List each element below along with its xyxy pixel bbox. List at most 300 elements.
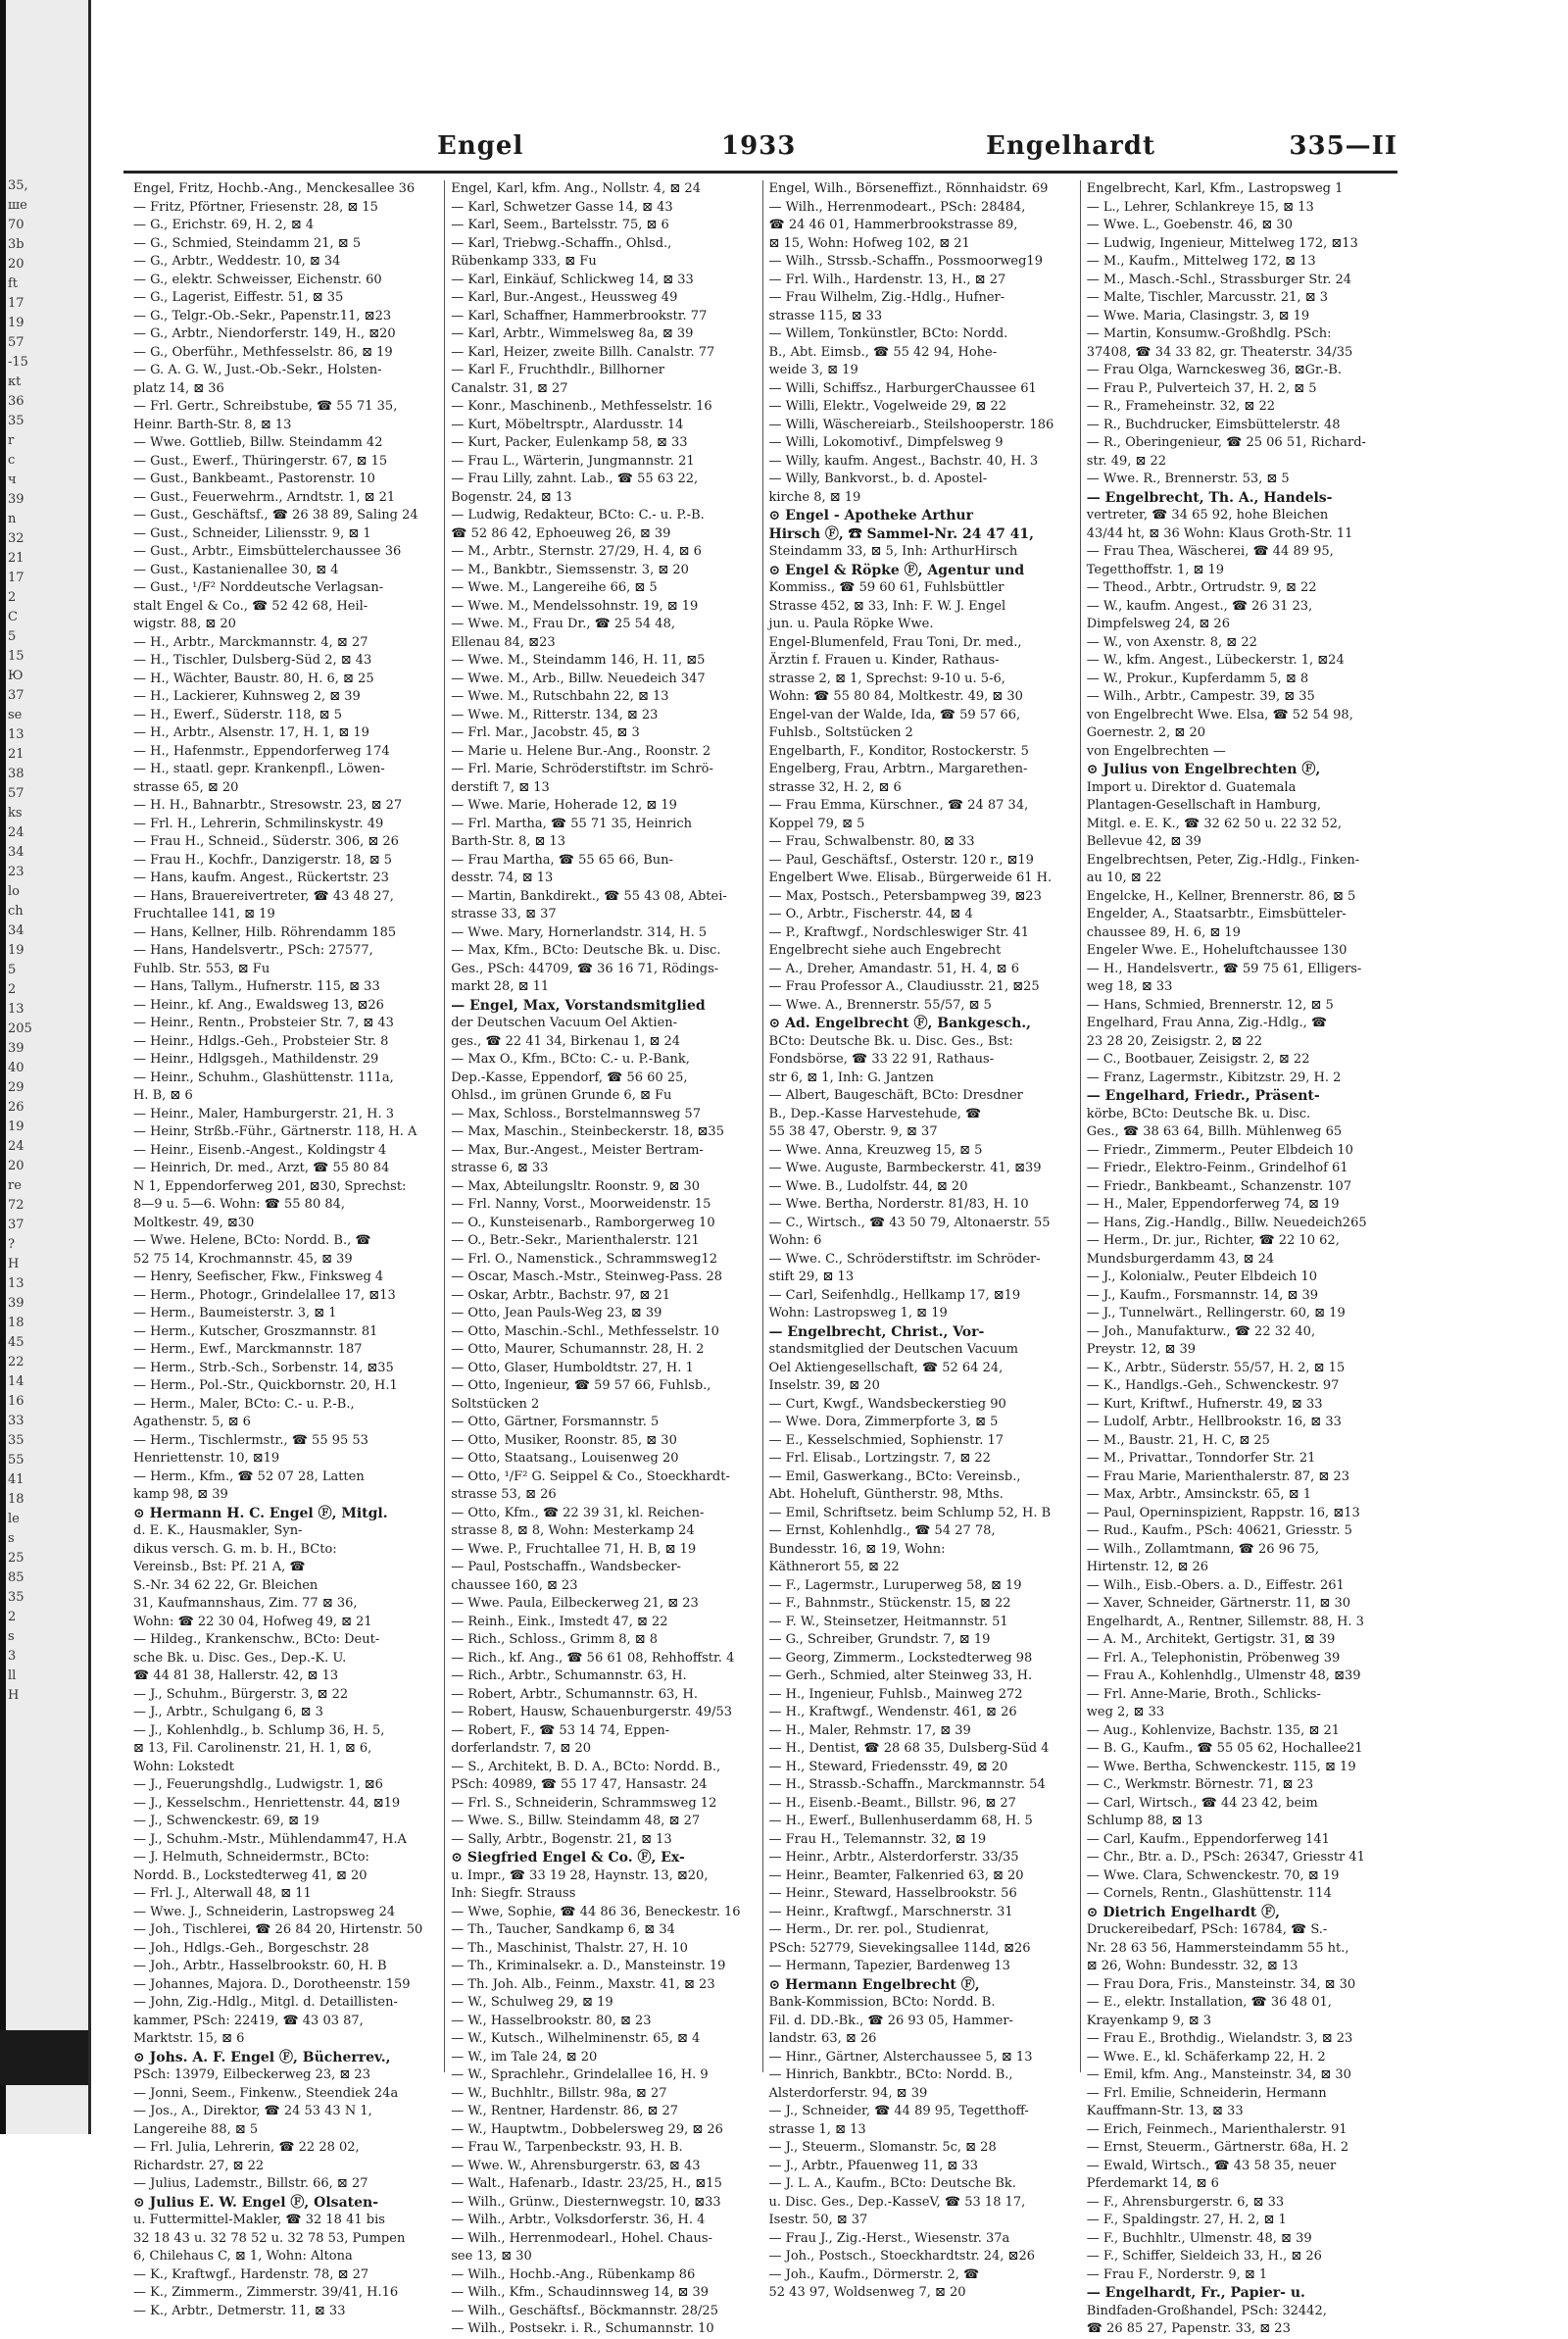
directory-entry: — Friedr., Elektro-Feinm., Grindelhof 61 — [1086, 1161, 1348, 1175]
directory-entry: — Max, Schloss., Borstelmannsweg 57 — [451, 1106, 701, 1121]
directory-entry: — Otto, Kfm., ☎ 22 39 31, kl. Reichen- — [451, 1505, 705, 1520]
directory-entry: — O., Kunsteisenarb., Ramborgerweg 10 — [451, 1215, 715, 1230]
directory-entry: — J., Schneider, ☎ 44 89 95, Tegetthoff- — [768, 2104, 1029, 2118]
edge-fragment: ll — [8, 1668, 17, 1683]
directory-entry: str. 49, ⊠ 22 — [1086, 453, 1167, 469]
directory-entry: Engelbert Wwe. Elisab., Bürgerweide 61 H. — [768, 871, 1053, 885]
directory-entry: — Friedr., Bankbeamt., Schanzenstr. 107 — [1086, 1178, 1352, 1194]
directory-entry: — Hans, Kellner, Hilb. Röhrendamm 185 — [133, 924, 397, 940]
directory-entry: ⊙ Siegfried Engel & Co. Ⓕ, Ex- — [451, 1850, 685, 1866]
directory-entry: — Otto, Jean Pauls-Weg 23, ⊠ 39 — [451, 1306, 662, 1320]
directory-entry: — Ernst, Kohlenhdlg., ☎ 54 27 78, — [768, 1523, 996, 1538]
directory-entry: — W., Hauptwtm., Dobbelersweg 29, ⊠ 26 — [451, 2121, 723, 2137]
directory-entry: — Max, Postsch., Petersbampweg 39, ⊠23 — [768, 888, 1042, 904]
directory-entry: — Karl, Schaffner, Hammerbrookstr. 77 — [451, 308, 708, 323]
directory-entry: — Engelbrecht, Th. A., Handels- — [1086, 489, 1333, 506]
directory-entry: — H., staatl. gepr. Krankenpfl., Löwen- — [133, 762, 385, 776]
directory-entry: Inh: Siegfr. Strauss — [451, 1886, 576, 1901]
edge-fragment: 16 — [8, 1394, 24, 1409]
directory-entry: see 13, ⊠ 30 — [451, 2249, 532, 2264]
edge-fragment: 13 — [8, 1002, 24, 1017]
directory-entry: 8—9 u. 5—6. Wohn: ☎ 55 80 84, — [133, 1197, 346, 1212]
directory-entry: — E., elektr. Installation, ☎ 36 48 01, — [1086, 1995, 1332, 2010]
directory-entry: Engel, Wilh., Börseneffizt., Rönnhaidstr. 69 — [768, 181, 1049, 196]
directory-entry: — Wwe. M., Rutschbahn 22, ⊠ 13 — [451, 689, 669, 704]
directory-entry: — Aug., Kohlenvize, Bachstr. 135, ⊠ 21 — [1086, 1722, 1341, 1738]
edge-fragment: 22 — [8, 1355, 24, 1369]
page-number: 335—II — [1289, 131, 1397, 161]
edge-fragment: 13 — [8, 727, 24, 742]
directory-entry: — Frl. Elisab., Lortzingstr. 7, ⊠ 22 — [768, 1451, 991, 1466]
directory-entry: Mitgl. e. E. K., ☎ 32 62 50 u. 22 32 52, — [1086, 816, 1343, 831]
directory-entry: — J., Feuerungshdlg., Ludwigstr. 1, ⊠6 — [133, 1777, 383, 1792]
directory-entry: — Karl, Heizer, zweite Billh. Canalstr. 77 — [451, 344, 715, 360]
directory-entry: ☎ 26 85 27, Papenstr. 33, ⊠ 23 — [1086, 2321, 1291, 2336]
edge-fragment: c — [8, 453, 16, 468]
edge-fragment: 17 — [8, 296, 24, 311]
edge-fragment: 24 — [8, 1139, 24, 1154]
directory-entry: — M., Baustr. 21, H. C, ⊠ 25 — [1086, 1432, 1270, 1448]
directory-entry: — Rud., Kaufm., PSch: 40621, Griesstr. 5 — [1086, 1523, 1352, 1538]
directory-entry: — Max, Kfm., BCto: Deutsche Bk. u. Disc. — [451, 943, 721, 958]
directory-entry: — Joh., Tischlerei, ☎ 26 84 20, Hirtenstr. 50 — [133, 1922, 423, 1937]
directory-entry: — Frl. Nanny, Vorst., Moorweidenstr. 15 — [451, 1197, 711, 1212]
directory-entry: — K., Arbtr., Detmerstr. 11, ⊠ 33 — [133, 2303, 346, 2318]
directory-entry: — F., Lagermstr., Luruperweg 58, ⊠ 19 — [768, 1577, 1022, 1593]
directory-entry: — Reinh., Eink., Imstedt 47, ⊠ 22 — [451, 1614, 668, 1629]
directory-entry: strasse 2, ⊠ 1, Sprechst: 9-10 u. 5-6, — [768, 671, 1005, 686]
header-left-keyword: Engel — [437, 131, 524, 161]
directory-entry: Moltkestr. 49, ⊠30 — [133, 1215, 255, 1230]
directory-entry: Engelcke, H., Kellner, Brennerstr. 86, ⊠ 5 — [1086, 888, 1356, 904]
directory-entry: — Wwe. E., kl. Schäferkamp 22, H. 2 — [1086, 2049, 1326, 2065]
directory-entry: — Heinr., Steward, Hasselbrookstr. 56 — [768, 1886, 1017, 1901]
directory-entry: — Frl. Mar., Jacobstr. 45, ⊠ 3 — [451, 725, 640, 740]
directory-entry: — Gust., Arbtr., Eimsbüttelerchaussee 36 — [133, 544, 402, 559]
directory-entry: — Hans, Schmied, Brennerstr. 12, ⊠ 5 — [1086, 997, 1334, 1013]
directory-entry: — Rich., Schloss., Grimm 8, ⊠ 8 — [451, 1632, 659, 1647]
directory-entry: — Heinr., Kraftwgf., Marschnerstr. 31 — [768, 1904, 1013, 1919]
edge-fragment: 40 — [8, 1061, 24, 1075]
directory-entry: — Max, Arbtr., Amsinckstr. 65, ⊠ 1 — [1086, 1487, 1311, 1502]
directory-entry: — Wwe. W., Ahrensburgerstr. 63, ⊠ 43 — [451, 2158, 701, 2173]
directory-entry: Abt. Hoheluft, Güntherstr. 98, Mths. — [768, 1487, 1004, 1502]
directory-entry: — Frl. Anne-Marie, Broth., Schlicks- — [1086, 1686, 1321, 1702]
directory-entry: Engel, Karl, kfm. Ang., Nollstr. 4, ⊠ 24 — [451, 181, 701, 196]
edge-fragment: 2 — [8, 1610, 17, 1624]
directory-entry: — H. H., Bahnarbtr., Stresowstr. 23, ⊠ 27 — [133, 798, 403, 813]
directory-entry: standsmitglied der Deutschen Vacuum — [768, 1342, 1018, 1357]
directory-entry: — Frl. H., Lehrerin, Schmilinskystr. 49 — [133, 816, 384, 831]
directory-entry: — Rich., Arbtr., Schumannstr. 63, H. — [451, 1668, 687, 1683]
directory-entry: — G., Arbtr., Weddestr. 10, ⊠ 34 — [133, 254, 341, 269]
directory-entry: — Max, Bur.-Angest., Meister Bertram- — [451, 1142, 704, 1158]
directory-entry: dikus versch. G. m. b. H., BCto: — [133, 1541, 337, 1557]
directory-entry: — Herm., Kfm., ☎ 52 07 28, Latten — [133, 1468, 365, 1484]
directory-entry: chaussee 160, ⊠ 23 — [451, 1577, 578, 1593]
directory-entry: — Robert, Hausw, Schauenburgerstr. 49/53 — [451, 1705, 732, 1719]
directory-entry: — Gust., Kastanienallee 30, ⊠ 4 — [133, 562, 339, 577]
directory-entry: — H., Wächter, Baustr. 80, H. 6, ⊠ 25 — [133, 671, 374, 686]
directory-entry: Wohn: Lokstedt — [133, 1759, 235, 1774]
directory-entry: — Willi, Wäschereiarb., Steilshooperstr. 186 — [768, 417, 1054, 432]
directory-entry: — O., Arbtr., Fischerstr. 44, ⊠ 4 — [768, 907, 973, 921]
directory-entry: — Karl F., Fruchthdlr., Billhorner — [451, 363, 664, 377]
directory-entry: Ellenau 84, ⊠23 — [451, 634, 556, 650]
edge-fragment: 57 — [8, 786, 24, 801]
directory-entry: — Malte, Tischler, Marcusstr. 21, ⊠ 3 — [1086, 290, 1328, 305]
directory-entry: weide 3, ⊠ 19 — [768, 363, 858, 377]
directory-entry: ☎ 52 86 42, Ephoeuweg 26, ⊠ 39 — [451, 525, 671, 541]
directory-entry: — Albert, Baugeschäft, BCto: Dresdner — [768, 1088, 1023, 1103]
directory-entry: — G., Oberführ., Methfesselstr. 86, ⊠ 19 — [133, 344, 393, 360]
directory-entry: — G., Schmied, Steindamm 21, ⊠ 5 — [133, 235, 362, 251]
directory-entry: Engel, Fritz, Hochb.-Ang., Menckesallee 36 — [133, 181, 416, 196]
directory-entry: — Otto, Maschin.-Schl., Methfesselstr. 10 — [451, 1323, 719, 1339]
directory-entry: Fil. d. DD.-Bk., ☎ 26 93 05, Hammer- — [768, 2013, 1013, 2028]
directory-entry: — Franz, Lagermstr., Kibitzstr. 29, H. 2 — [1086, 1070, 1342, 1085]
directory-entry: ⊙ Engel & Röpke Ⓕ, Agentur und — [768, 562, 1025, 578]
directory-entry: — Karl, Einkäuf, Schlickweg 14, ⊠ 33 — [451, 272, 694, 287]
directory-entry: — W., Schulweg 29, ⊠ 19 — [451, 1995, 613, 2010]
directory-entry: 31, Kaufmannshaus, Zim. 77 ⊠ 36, — [133, 1596, 358, 1611]
directory-entry: ⊙ Dietrich Engelhardt Ⓕ, — [1086, 1904, 1280, 1920]
page-header — [123, 125, 1397, 174]
edge-fragment: ше — [8, 198, 27, 213]
edge-fragment: C — [8, 610, 18, 624]
directory-entry: 52 75 14, Krochmannstr. 45, ⊠ 39 — [133, 1251, 353, 1267]
directory-entry: — F. W., Steinsetzer, Heitmannstr. 51 — [768, 1614, 1008, 1629]
directory-entry: — Frau F., Norderstr. 9, ⊠ 1 — [1086, 2266, 1268, 2282]
directory-entry: Barth-Str. 8, ⊠ 13 — [451, 834, 566, 849]
directory-entry: — H., Hafenmstr., Eppendorferweg 174 — [133, 743, 390, 759]
directory-entry: — G., elektr. Schweisser, Eichenstr. 60 — [133, 272, 382, 287]
directory-entry: — Hans, Zig.-Handlg., Billw. Neuedeich265 — [1086, 1215, 1367, 1230]
directory-entry: — Rich., kf. Ang., ☎ 56 61 08, Rehhoffstr. 4 — [451, 1650, 735, 1666]
directory-entry: — H., Ingenieur, Fuhlsb., Mainweg 272 — [768, 1686, 1023, 1702]
directory-entry: — C., Wirtsch., ☎ 43 50 79, Altonaerstr. 55 — [768, 1215, 1051, 1230]
directory-entry: — Theod., Arbtr., Ortrudstr. 9, ⊠ 22 — [1086, 580, 1317, 595]
directory-entry: Wohn: ☎ 55 80 84, Moltkestr. 49, ⊠ 30 — [768, 689, 1023, 704]
directory-entry: — S., Architekt, B. D. A., BCto: Nordd. B., — [451, 1759, 721, 1774]
directory-entry: — Heinr., Schuhm., Glashüttenstr. 111a, — [133, 1070, 394, 1085]
edge-fragment: 36 — [8, 394, 24, 409]
directory-entry: — Carl, Seifenhdlg., Hellkamp 17, ⊠19 — [768, 1287, 1021, 1303]
directory-entry: chaussee 89, H. 6, ⊠ 19 — [1086, 924, 1241, 940]
directory-entry: Plantagen-Gesellschaft in Hamburg, — [1086, 798, 1321, 813]
directory-entry: — Paul, Operninspizient, Rappstr. 16, ⊠13 — [1086, 1505, 1360, 1520]
directory-entry: — H., Handelsvertr., ☎ 59 75 61, Elligers- — [1086, 961, 1362, 976]
edge-fragment: 21 — [8, 747, 24, 762]
directory-entry: — Robert, Arbtr., Schumannstr. 63, H. — [451, 1686, 699, 1702]
directory-entry: — Frau, Schwalbenstr. 80, ⊠ 33 — [768, 834, 975, 849]
directory-entry: — K., Zimmerm., Zimmerstr. 39/41, H.16 — [133, 2285, 399, 2300]
directory-entry: — Wilh., Zollamtmann, ☎ 26 96 75, — [1086, 1541, 1320, 1557]
directory-entry: strasse 6, ⊠ 33 — [451, 1161, 549, 1175]
directory-entry: — Max, Abteilungsltr. Roonstr. 9, ⊠ 30 — [451, 1178, 701, 1194]
directory-entry: ⊙ Julius E. W. Engel Ⓕ, Olsaten- — [133, 2194, 379, 2211]
directory-entry: — Herm., Kutscher, Groszmannstr. 81 — [133, 1323, 378, 1339]
directory-entry: Agathenstr. 5, ⊠ 6 — [133, 1415, 251, 1429]
directory-entry: N 1, Eppendorferweg 201, ⊠30, Sprechst: — [133, 1178, 407, 1194]
directory-entry: — R., Frameheinstr. 32, ⊠ 22 — [1086, 399, 1275, 414]
directory-entry: — Kurt, Kriftwf., Hufnerstr. 49, ⊠ 33 — [1086, 1396, 1323, 1412]
directory-entry: — Frau H., Schneid., Süderstr. 306, ⊠ 26 — [133, 834, 399, 849]
directory-entry: strasse 65, ⊠ 20 — [133, 779, 239, 795]
directory-entry: — Wwe. Marie, Hoherade 12, ⊠ 19 — [451, 798, 677, 813]
header-right-keyword: Engelhardt — [986, 131, 1155, 161]
directory-entry: — Heinr., Beamter, Falkenried 63, ⊠ 20 — [768, 1867, 1024, 1883]
directory-entry: Engelbrechtsen, Peter, Zig.-Hdlg., Finken- — [1086, 852, 1360, 868]
directory-entry: — H., Arbtr., Marckmannstr. 4, ⊠ 27 — [133, 634, 368, 650]
directory-entry: — M., Privattar., Tonndorfer Str. 21 — [1086, 1451, 1316, 1466]
directory-entry: — Wwe. M., Arb., Billw. Neuedeich 347 — [451, 671, 706, 686]
directory-entry: Dimpfelsweg 24, ⊠ 26 — [1086, 617, 1230, 631]
directory-entry: — Frau E., Brothdig., Wielandstr. 3, ⊠ 23 — [1086, 2031, 1353, 2046]
directory-entry: — W., von Axenstr. 8, ⊠ 22 — [1086, 634, 1257, 650]
directory-entry: — Herm., Maler, BCto: C.- u. P.-B., — [133, 1396, 355, 1412]
directory-entry: ⊠ 15, Wohn: Hofweg 102, ⊠ 21 — [768, 235, 970, 251]
directory-entry: — Otto, Ingenieur, ☎ 59 57 66, Fuhlsb., — [451, 1378, 711, 1393]
directory-entry: — H., Steward, Friedensstr. 49, ⊠ 20 — [768, 1759, 1008, 1774]
directory-entry: Heinr. Barth-Str. 8, ⊠ 13 — [133, 417, 292, 432]
directory-entry: Rübenkamp 333, ⊠ Fu — [451, 254, 597, 269]
edge-fragment: H — [8, 1688, 20, 1703]
directory-entry: — Engelbrecht, Christ., Vor- — [768, 1323, 985, 1340]
directory-entry: — Willy, kaufm. Angest., Bachstr. 40, H. 3 — [768, 453, 1039, 469]
directory-entry: — F., Ahrensburgerstr. 6, ⊠ 33 — [1086, 2194, 1285, 2210]
directory-entry: — Gust., Bankbeamt., Pastorenstr. 10 — [133, 472, 375, 486]
directory-entry: desstr. 74, ⊠ 13 — [451, 871, 554, 885]
directory-entry: Käthnerort 55, ⊠ 22 — [768, 1560, 900, 1574]
directory-entry: — J., Steuerm., Slomanstr. 5c, ⊠ 28 — [768, 2140, 997, 2155]
edge-fragment: 85 — [8, 1570, 24, 1585]
directory-entry: PSch: 13979, Eilbeckerweg 23, ⊠ 23 — [133, 2067, 370, 2082]
directory-entry: ☎ 44 81 38, Hallerstr. 42, ⊠ 13 — [133, 1668, 339, 1683]
edge-fragment: H — [8, 1257, 20, 1271]
directory-entry: Engelhard, Frau Anna, Zig.-Hdlg., ☎ — [1086, 1016, 1328, 1030]
edge-fragment: 23 — [8, 865, 24, 879]
directory-entry: — Joh., Kaufm., Dörmerstr. 2, ☎ — [768, 2266, 980, 2282]
edge-fragment: 20 — [8, 257, 24, 272]
directory-entry: — Herm., Ewf., Marckmannstr. 187 — [133, 1342, 363, 1357]
edge-fragment: 33 — [8, 1414, 24, 1428]
directory-entry: — Th., Kriminalsekr. a. D., Mansteinstr. 19 — [451, 1959, 726, 1973]
directory-entry: — H., Maler, Eppendorferweg 74, ⊠ 19 — [1086, 1197, 1340, 1212]
directory-entry: von Engelbrechten — — [1086, 743, 1226, 759]
directory-entry: — Wilh., Kfm., Schaudinnsweg 14, ⊠ 39 — [451, 2285, 710, 2300]
edge-fragment: 3b — [8, 237, 24, 252]
edge-fragment: s — [8, 1629, 15, 1644]
directory-entry: — Engelhardt, Fr., Papier- u. — [1086, 2285, 1305, 2301]
directory-entry: — H., Dentist, ☎ 28 68 35, Dulsberg-Süd 4 — [768, 1741, 1050, 1756]
edge-fragment: 39 — [8, 492, 24, 507]
directory-entry: — Wwe. Dora, Zimmerpforte 3, ⊠ 5 — [768, 1415, 999, 1429]
edge-fragment: 14 — [8, 1374, 24, 1389]
edge-fragment: 37 — [8, 688, 24, 703]
directory-entry: — Gust., ¹/F² Norddeutsche Verlagsan- — [133, 580, 384, 595]
directory-entry: — O., Betr.-Sekr., Marienthalerstr. 121 — [451, 1233, 700, 1248]
directory-entry: sche Bk. u. Disc. Ges., Dep.-K. U. — [133, 1650, 347, 1666]
directory-entry: Tegetthoffstr. 1, ⊠ 19 — [1086, 562, 1225, 577]
edge-fragment: 2 — [8, 590, 17, 605]
directory-entry: — Jos., A., Direktor, ☎ 24 53 43 N 1, — [133, 2104, 372, 2118]
directory-entry: — Wwe. Maria, Clasingstr. 3, ⊠ 19 — [1086, 308, 1310, 323]
directory-entry: — Frau H., Kochfr., Danzigerstr. 18, ⊠ 5 — [133, 852, 393, 868]
directory-entry: — H., Maler, Rehmstr. 17, ⊠ 39 — [768, 1722, 971, 1738]
edge-fragment: 35 — [8, 1433, 24, 1448]
directory-entry: kamp 98, ⊠ 39 — [133, 1487, 228, 1502]
directory-entry: — Otto, Maurer, Schumannstr. 28, H. 2 — [451, 1342, 705, 1357]
directory-entry: — J., Schuhm.-Mstr., Mühlendamm47, H.A — [133, 1831, 407, 1847]
directory-entry: — Otto, Staatsang., Louisenweg 20 — [451, 1451, 679, 1466]
edge-fragment: lo — [8, 884, 20, 899]
directory-entry: ⊠ 13, Fil. Carolinenstr. 21, H. 1, ⊠ 6, — [133, 1741, 372, 1756]
directory-columns — [127, 180, 1397, 2336]
binding-strip — [0, 0, 6, 2134]
directory-entry: — Ludwig, Ingenieur, Mittelweg 172, ⊠13 — [1086, 235, 1358, 251]
directory-entry: — K., Arbtr., Süderstr. 55/57, H. 2, ⊠ 15 — [1086, 1360, 1346, 1375]
edge-fragment: 18 — [8, 1316, 24, 1330]
directory-entry: Kauffmann-Str. 13, ⊠ 33 — [1086, 2104, 1244, 2118]
directory-entry: — Ludwig, Redakteur, BCto: C.- u. P.-B. — [451, 508, 705, 523]
directory-entry: — Heinr., Hdlgsgeh., Mathildenstr. 29 — [133, 1052, 379, 1067]
directory-entry: Ohlsd., im grünen Grunde 6, ⊠ Fu — [451, 1088, 672, 1103]
directory-entry: — Wwe. B., Ludolfstr. 44, ⊠ 20 — [768, 1178, 968, 1194]
directory-entry: — Herm., Baumeisterstr. 3, ⊠ 1 — [133, 1306, 337, 1320]
directory-entry: — J., Schuhm., Bürgerstr. 3, ⊠ 22 — [133, 1686, 349, 1702]
directory-entry: — J., Kesselschm., Henriettenstr. 44, ⊠19 — [133, 1795, 401, 1811]
directory-entry: — Frl. O., Namenstick., Schrammsweg12 — [451, 1251, 717, 1267]
directory-entry: vertreter, ☎ 34 65 92, hohe Bleichen — [1086, 508, 1329, 523]
directory-entry: — Gust., Feuerwehrm., Arndtstr. 1, ⊠ 21 — [133, 489, 396, 505]
directory-entry: — Wilh., Eisb.-Obers. a. D., Eiffestr. 261 — [1086, 1577, 1345, 1593]
directory-entry: — H., Arbtr., Alsenstr. 17, H. 1, ⊠ 19 — [133, 725, 369, 740]
directory-entry: Dep.-Kasse, Eppendorf, ☎ 56 60 25, — [451, 1070, 688, 1085]
directory-entry: — Kurt, Möbeltrsptr., Alardusstr. 14 — [451, 417, 684, 432]
directory-entry: Mundsburgerdamm 43, ⊠ 24 — [1086, 1251, 1275, 1267]
directory-entry: — A., Dreher, Amandastr. 51, H. 4, ⊠ 6 — [768, 961, 1019, 976]
directory-entry: Koppel 79, ⊠ 5 — [768, 816, 865, 831]
directory-entry: 37408, ☎ 34 33 82, gr. Theaterstr. 34/35 — [1086, 344, 1353, 360]
directory-entry: — G., Arbtr., Niendorferstr. 149, H., ⊠20 — [133, 326, 396, 341]
directory-entry: — W., Buchhltr., Billstr. 98a, ⊠ 27 — [451, 2085, 667, 2101]
directory-entry: S.-Nr. 34 62 22, Gr. Bleichen — [133, 1577, 318, 1593]
directory-entry: — W., Sprachlehr., Grindelallee 16, H. 9 — [451, 2067, 709, 2082]
column-1 — [127, 180, 444, 2318]
directory-entry: derstift 7, ⊠ 13 — [451, 779, 550, 795]
directory-entry: — Emil, Schriftsetz. beim Schlump 52, H. B — [768, 1505, 1052, 1520]
directory-entry: B., Abt. Eimsb., ☎ 55 42 94, Hohe- — [768, 344, 998, 360]
directory-entry: — Heinr., Rentn., Probsteier Str. 7, ⊠ 43 — [133, 1016, 394, 1030]
edge-fragment: 35 — [8, 1590, 24, 1605]
directory-entry: — Jonni, Seem., Finkenw., Steendiek 24a — [133, 2085, 399, 2101]
directory-entry: — Heinr., Eisenb.-Angest., Koldingstr 4 — [133, 1142, 387, 1158]
directory-entry: Isestr. 50, ⊠ 37 — [768, 2213, 868, 2227]
directory-entry: — Wwe. S., Billw. Steindamm 48, ⊠ 27 — [451, 1814, 701, 1828]
directory-page — [94, 0, 1568, 2336]
directory-entry: — Wwe. R., Brennerstr. 53, ⊠ 5 — [1086, 472, 1290, 486]
edge-fragment: 41 — [8, 1472, 24, 1487]
directory-entry: — H., Lackierer, Kuhnsweg 2, ⊠ 39 — [133, 689, 361, 704]
directory-entry: — Paul, Geschäftsf., Osterstr. 120 r., ⊠19 — [768, 852, 1034, 868]
directory-entry: — Joh., Manufakturw., ☎ 22 32 40, — [1086, 1323, 1316, 1339]
directory-entry: Engelbrecht, Karl, Kfm., Lastropsweg 1 — [1086, 181, 1344, 196]
directory-entry: — Wilh., Postsekr. i. R., Schumannstr. 10 — [451, 2321, 714, 2336]
directory-entry: — Carl, Kaufm., Eppendorferweg 141 — [1086, 1831, 1330, 1847]
directory-entry: — Joh., Arbtr., Hasselbrookstr. 60, H. B — [133, 1959, 387, 1973]
directory-entry: — J., Schwenckestr. 69, ⊠ 19 — [133, 1814, 319, 1828]
directory-entry: — Th. Joh. Alb., Feinm., Maxstr. 41, ⊠ 23 — [451, 1976, 715, 1992]
directory-entry: kirche 8, ⊠ 19 — [768, 489, 861, 505]
directory-entry: — Hildeg., Krankenschw., BCto: Deut- — [133, 1632, 380, 1647]
directory-entry: — Heinr., Hdlgs.-Geh., Probsteier Str. 8 — [133, 1033, 389, 1049]
directory-entry: — Hans, Brauereivertreter, ☎ 43 48 27, — [133, 888, 394, 904]
directory-entry: — Willi, Elektr., Vogelweide 29, ⊠ 22 — [768, 399, 1006, 414]
directory-entry: Engel-van der Walde, Ida, ☎ 59 57 66, — [768, 707, 1021, 722]
directory-entry: — Frau Martha, ☎ 55 65 66, Bun- — [451, 852, 673, 868]
directory-entry: — Frau Dora, Fris., Mansteinstr. 34, ⊠ 30 — [1086, 1976, 1356, 1992]
directory-entry: — Gust., Ewerf., Thüringerstr. 67, ⊠ 15 — [133, 453, 388, 469]
directory-entry: ⊙ Ad. Engelbrecht Ⓕ, Bankgesch., — [768, 1016, 1032, 1031]
edge-fragment: 21 — [8, 551, 24, 566]
directory-entry: — Heinr, Strßb.-Führ., Gärtnerstr. 118, H. A — [133, 1124, 417, 1139]
directory-entry: — Martin, Bankdirekt., ☎ 55 43 08, Abtei- — [451, 888, 727, 904]
directory-entry: — Wilh., Hochb.-Ang., Rübenkamp 86 — [451, 2266, 696, 2282]
directory-entry: Hirsch Ⓕ, ☎ Sammel-Nr. 24 47 41, — [768, 525, 1035, 542]
directory-entry: stalt Engel & Co., ☎ 52 42 68, Heil- — [133, 598, 368, 614]
directory-entry: 52 43 97, Woldsenweg 7, ⊠ 20 — [768, 2285, 966, 2300]
directory-entry: Wohn: ☎ 22 30 04, Hofweg 49, ⊠ 21 — [133, 1614, 372, 1629]
directory-entry: — Wilh., Herrenmodeart., PSch: 28484, — [768, 199, 1026, 215]
directory-entry: Import u. Direktor d. Guatemala — [1086, 779, 1297, 795]
directory-entry: — Oskar, Arbtr., Bachstr. 97, ⊠ 21 — [451, 1287, 670, 1303]
directory-entry: Wohn: Lastropsweg 1, ⊠ 19 — [768, 1306, 948, 1320]
directory-entry: str 6, ⊠ 1, Inh: G. Jantzen — [768, 1070, 934, 1085]
directory-entry: dorferlandstr. 7, ⊠ 20 — [451, 1741, 591, 1756]
directory-entry: — Herm., Photogr., Grindelallee 17, ⊠13 — [133, 1287, 396, 1303]
directory-entry: — Wilh., Herrenmodearl., Hohel. Chaus- — [451, 2230, 712, 2246]
directory-entry: Pferdemarkt 14, ⊠ 6 — [1086, 2176, 1219, 2191]
directory-entry: — Hinr., Gärtner, Alsterchaussee 5, ⊠ 13 — [768, 2049, 1033, 2065]
previous-page-fragments — [8, 176, 84, 1706]
directory-entry: — J., Kolonialw., Peuter Elbdeich 10 — [1086, 1269, 1318, 1284]
edge-fragment: 25 — [8, 1551, 24, 1566]
directory-entry: — J., Arbtr., Schulgang 6, ⊠ 3 — [133, 1705, 323, 1719]
directory-entry: — G., Schreiber, Grundstr. 7, ⊠ 19 — [768, 1632, 991, 1647]
directory-entry: kammer, PSch: 22419, ☎ 43 03 87, — [133, 2013, 364, 2028]
directory-entry: — Erich, Feinmech., Marienthalerstr. 91 — [1086, 2121, 1348, 2137]
directory-entry: — Friedr., Zimmerm., Peuter Elbdeich 10 — [1086, 1142, 1353, 1158]
directory-entry: — H., Ewerf., Süderstr. 118, ⊠ 5 — [133, 707, 342, 722]
directory-entry: — F., Schiffer, Sieldeich 33, H., ⊠ 26 — [1086, 2249, 1322, 2264]
directory-entry: Bellevue 42, ⊠ 39 — [1086, 834, 1201, 849]
directory-entry: ges., ☎ 22 41 34, Birkenau 1, ⊠ 24 — [451, 1033, 681, 1049]
directory-entry: — Otto, Gärtner, Forsmannstr. 5 — [451, 1415, 660, 1429]
edge-fragment: 24 — [8, 825, 24, 840]
directory-entry: — Frl. Martha, ☎ 55 71 35, Heinrich — [451, 816, 692, 831]
directory-entry: — Karl, Arbtr., Wimmelsweg 8a, ⊠ 39 — [451, 326, 694, 341]
directory-entry: — Wwe. Mary, Hornerlandstr. 314, H. 5 — [451, 924, 708, 940]
directory-entry: — H., Eisenb.-Beamt., Billstr. 96, ⊠ 27 — [768, 1795, 1016, 1811]
directory-entry: — Frl. J., Alterwall 48, ⊠ 11 — [133, 1886, 312, 1901]
edge-fragment: -15 — [8, 355, 28, 370]
directory-entry: — Chr., Btr. a. D., PSch: 26347, Griesstr 41 — [1086, 1850, 1365, 1865]
directory-entry: — Karl, Schwetzer Gasse 14, ⊠ 43 — [451, 199, 673, 215]
directory-entry: — Frau Thea, Wäscherei, ☎ 44 89 95, — [1086, 544, 1334, 559]
directory-entry: Langereihe 88, ⊠ 5 — [133, 2121, 259, 2137]
directory-entry: u. Impr., ☎ 33 19 28, Haynstr. 13, ⊠20, — [451, 1867, 709, 1883]
